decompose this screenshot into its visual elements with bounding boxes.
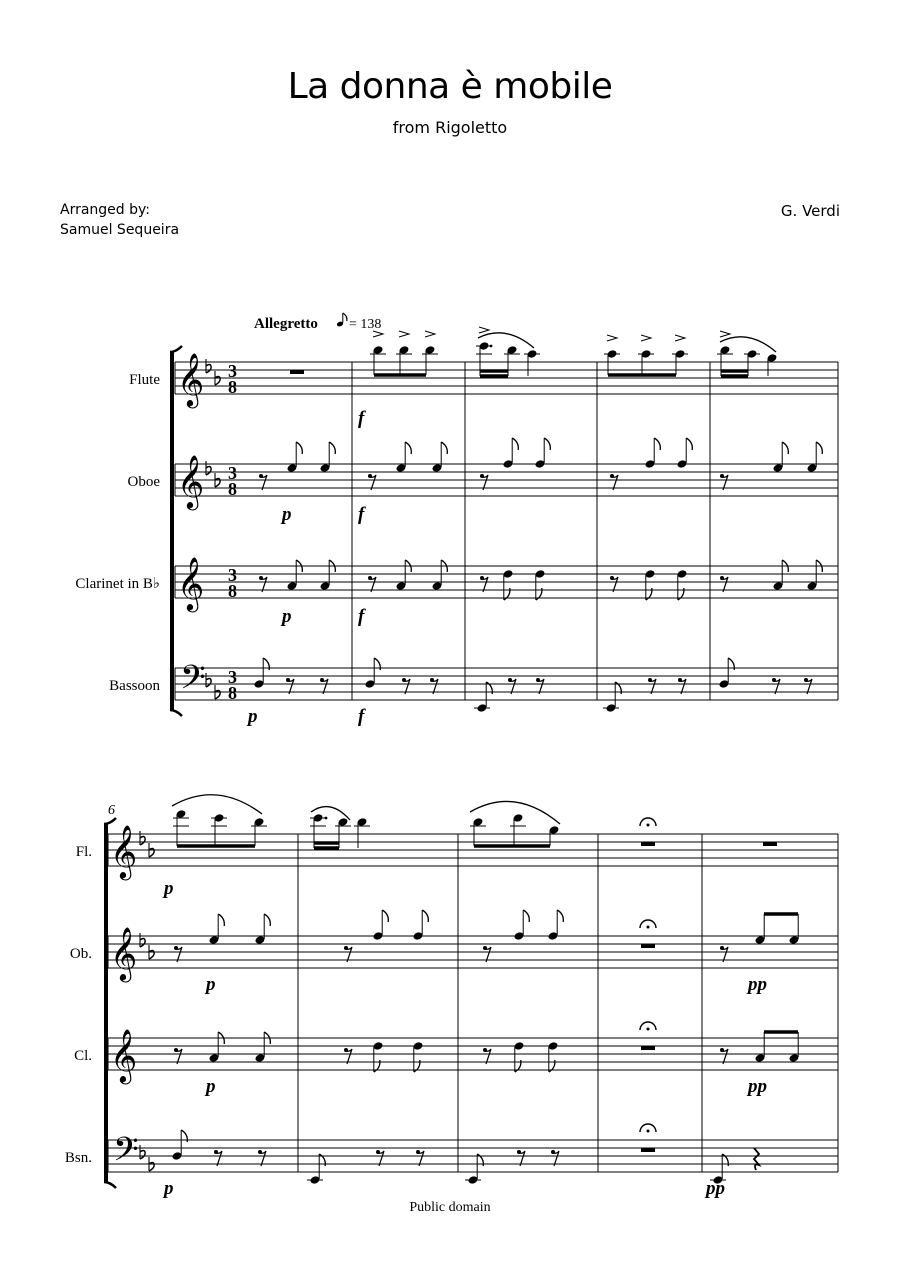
flag [218, 914, 224, 926]
time-signature-bottom: 8 [228, 479, 237, 499]
tempo-value: = 138 [349, 317, 382, 332]
time-signature-bottom: 8 [228, 581, 237, 601]
time-signature-top: 3 [228, 565, 237, 585]
dynamic-marking: p [248, 706, 258, 727]
flat-icon [206, 365, 211, 374]
dynamic-marking: pp [748, 974, 767, 995]
instrument-label-short: Fl. [75, 844, 92, 860]
slur [172, 795, 262, 814]
dynamic-marking: pp [706, 1178, 725, 1199]
instrument-label: Clarinet in B♭ [75, 576, 160, 592]
dynamic-marking: p [164, 878, 174, 899]
accent-mark [607, 335, 617, 341]
dynamic-marking: f [358, 706, 365, 727]
fermata-icon [647, 824, 650, 827]
whole-rest [641, 1046, 655, 1050]
accent-mark [720, 331, 730, 337]
time-signature-bottom: 8 [228, 683, 237, 703]
flag [382, 910, 388, 922]
dynamic-marking: p [282, 504, 292, 525]
accent-mark [479, 327, 489, 333]
accent-mark [425, 331, 435, 337]
flat-icon [206, 467, 211, 476]
system-bracket [170, 346, 182, 352]
instrument-label: Flute [129, 372, 160, 388]
flag [816, 442, 822, 454]
flag [264, 914, 270, 926]
treble-clef-icon: 𝄞 [177, 558, 205, 609]
fermata-icon [647, 926, 650, 929]
flag [686, 438, 692, 450]
composer-credit: G. Verdi [780, 202, 840, 220]
dynamic-marking: f [358, 606, 365, 627]
whole-rest [641, 944, 655, 948]
arranger-name: Samuel Sequeira [60, 222, 180, 238]
system-bracket [104, 818, 116, 824]
arranger-label: Arranged by: [60, 202, 151, 218]
flag [557, 910, 563, 922]
measure-number: 6 [108, 803, 115, 818]
treble-clef-icon: 𝄞 [110, 928, 138, 979]
flag [405, 442, 411, 454]
dot [490, 345, 493, 348]
tempo-text: Allegretto [254, 316, 318, 332]
flag [782, 442, 788, 454]
instrument-label-short: Cl. [74, 1048, 92, 1064]
flag [296, 442, 302, 454]
bass-clef-icon: 𝄢 [180, 659, 206, 704]
whole-rest [641, 1148, 655, 1152]
dynamic-marking: pp [748, 1076, 767, 1097]
instrument-label-short: Ob. [69, 946, 92, 962]
whole-rest [290, 370, 304, 374]
fermata-icon [647, 1130, 650, 1133]
treble-clef-icon: 𝄞 [110, 826, 138, 877]
tempo-note-icon [336, 313, 347, 327]
score-title: La donna è mobile [287, 66, 613, 107]
treble-clef-icon: 𝄞 [110, 1030, 138, 1081]
instrument-label: Oboe [127, 474, 160, 490]
quarter-rest-icon [754, 1148, 759, 1170]
flat-icon [140, 939, 145, 948]
time-signature-top: 3 [228, 463, 237, 483]
flat-icon [140, 837, 145, 846]
treble-clef-icon: 𝄞 [177, 354, 205, 405]
flag [523, 910, 529, 922]
system-1 [75, 327, 838, 727]
time-signature-bottom: 8 [228, 377, 237, 397]
system-2 [65, 795, 838, 1199]
treble-clef-icon: 𝄞 [177, 456, 205, 507]
flag [329, 442, 335, 454]
whole-rest [763, 842, 777, 846]
fermata-icon [647, 1028, 650, 1031]
accent-mark [675, 335, 685, 341]
flag [422, 910, 428, 922]
system-bracket [170, 710, 182, 716]
dynamic-marking: p [206, 974, 216, 995]
bass-clef-icon: 𝄢 [113, 1131, 139, 1176]
flag [512, 438, 518, 450]
flat-icon [206, 679, 211, 688]
dynamic-marking: f [358, 504, 365, 525]
instrument-label: Bassoon [109, 678, 160, 694]
dynamic-marking: p [206, 1076, 216, 1097]
system-bracket [104, 1182, 116, 1188]
instrument-label-short: Bsn. [64, 1150, 92, 1166]
dynamic-marking: p [164, 1178, 174, 1199]
flag [441, 442, 447, 454]
score-subtitle: from Rigoletto [392, 118, 508, 137]
time-signature-top: 3 [228, 667, 237, 687]
accent-mark [641, 335, 651, 341]
whole-rest [641, 842, 655, 846]
flat-icon [140, 1151, 145, 1160]
accent-mark [399, 331, 409, 337]
flag [544, 438, 550, 450]
footer-copyright: Public domain [409, 1200, 491, 1215]
flag [654, 438, 660, 450]
time-signature-top: 3 [228, 361, 237, 381]
dynamic-marking: p [282, 606, 292, 627]
dot [325, 817, 328, 820]
dynamic-marking: f [358, 408, 365, 429]
